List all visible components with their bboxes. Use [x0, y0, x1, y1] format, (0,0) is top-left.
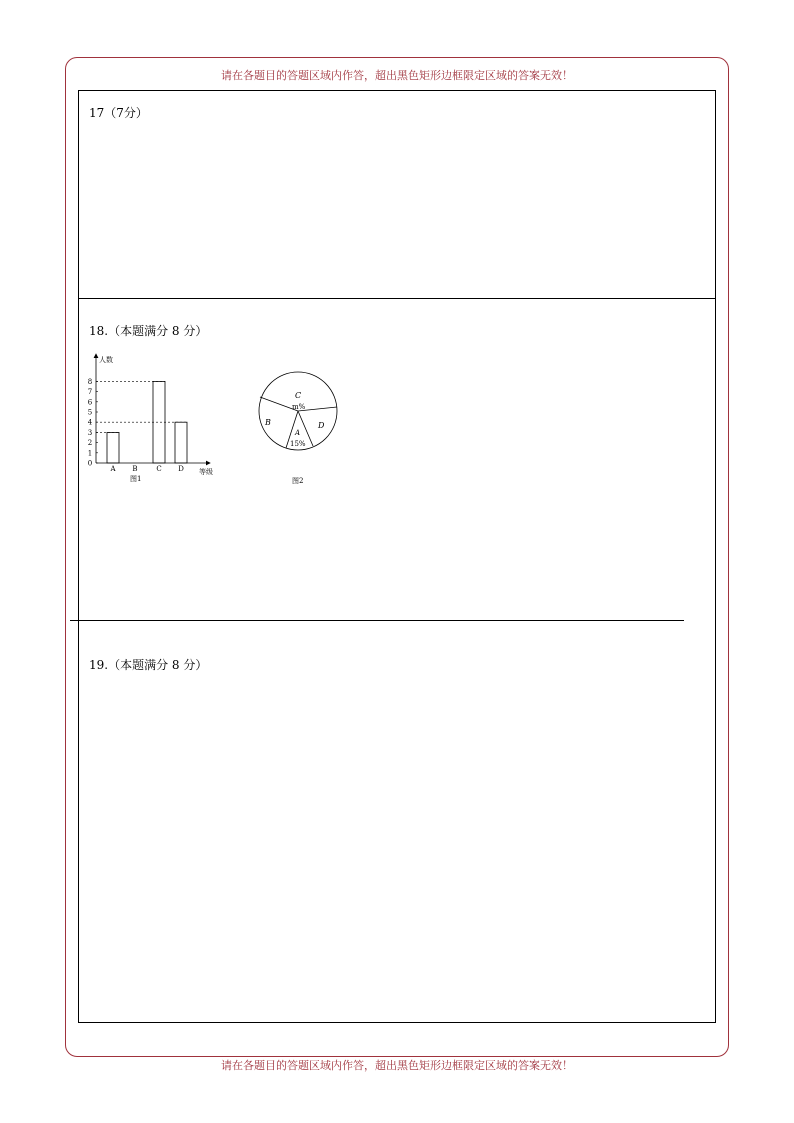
y-tick-label: 8: [87, 377, 93, 386]
y-tick-label: 7: [87, 388, 93, 397]
pie-label-b: B: [265, 418, 271, 427]
divider-17-18: [78, 298, 715, 299]
bar-chart-figure1: [82, 350, 222, 485]
question-17-label: 17（7分）: [89, 106, 148, 120]
divider-18-19: [70, 620, 684, 621]
pie-label-a: A: [295, 429, 301, 437]
x-tick-label-D: D: [178, 465, 184, 473]
answer-box: [78, 90, 716, 1023]
figure1-caption: 图1: [130, 475, 142, 483]
figure2-caption: 图2: [292, 477, 304, 485]
y-tick-label: 2: [87, 439, 93, 448]
top-warning: 请在各题目的答题区域内作答，超出黑色矩形边框限定区域的答案无效！: [221, 69, 573, 82]
x-tick-label-B: B: [132, 465, 138, 473]
x-tick-label-A: A: [110, 465, 116, 473]
pie-label-c-value: m%: [292, 403, 306, 411]
bottom-warning: 请在各题目的答题区域内作答，超出黑色矩形边框限定区域的答案无效！: [221, 1059, 573, 1072]
pie-label-a-value: 15%: [290, 440, 306, 448]
y-tick-label: 1: [87, 449, 93, 458]
question-18-label: 18.（本题满分 8 分）: [89, 324, 208, 338]
y-axis-label: 人数: [99, 356, 113, 364]
bar-A: [107, 432, 119, 463]
pie-label-c: C: [295, 391, 302, 400]
y-tick-label: 3: [87, 428, 93, 437]
x-tick-label-C: C: [156, 465, 162, 473]
pie-label-d: D: [318, 421, 325, 430]
pie-chart-figure2: [252, 370, 347, 488]
y-tick-label: 4: [87, 418, 93, 427]
y-tick-label: 0: [87, 459, 93, 468]
question-19-label: 19.（本题满分 8 分）: [89, 658, 208, 672]
bar-D: [175, 422, 187, 463]
bar-C: [153, 381, 165, 463]
y-tick-label: 5: [87, 408, 93, 417]
y-tick-label: 6: [87, 398, 93, 407]
x-axis-label: 等级: [199, 468, 213, 476]
